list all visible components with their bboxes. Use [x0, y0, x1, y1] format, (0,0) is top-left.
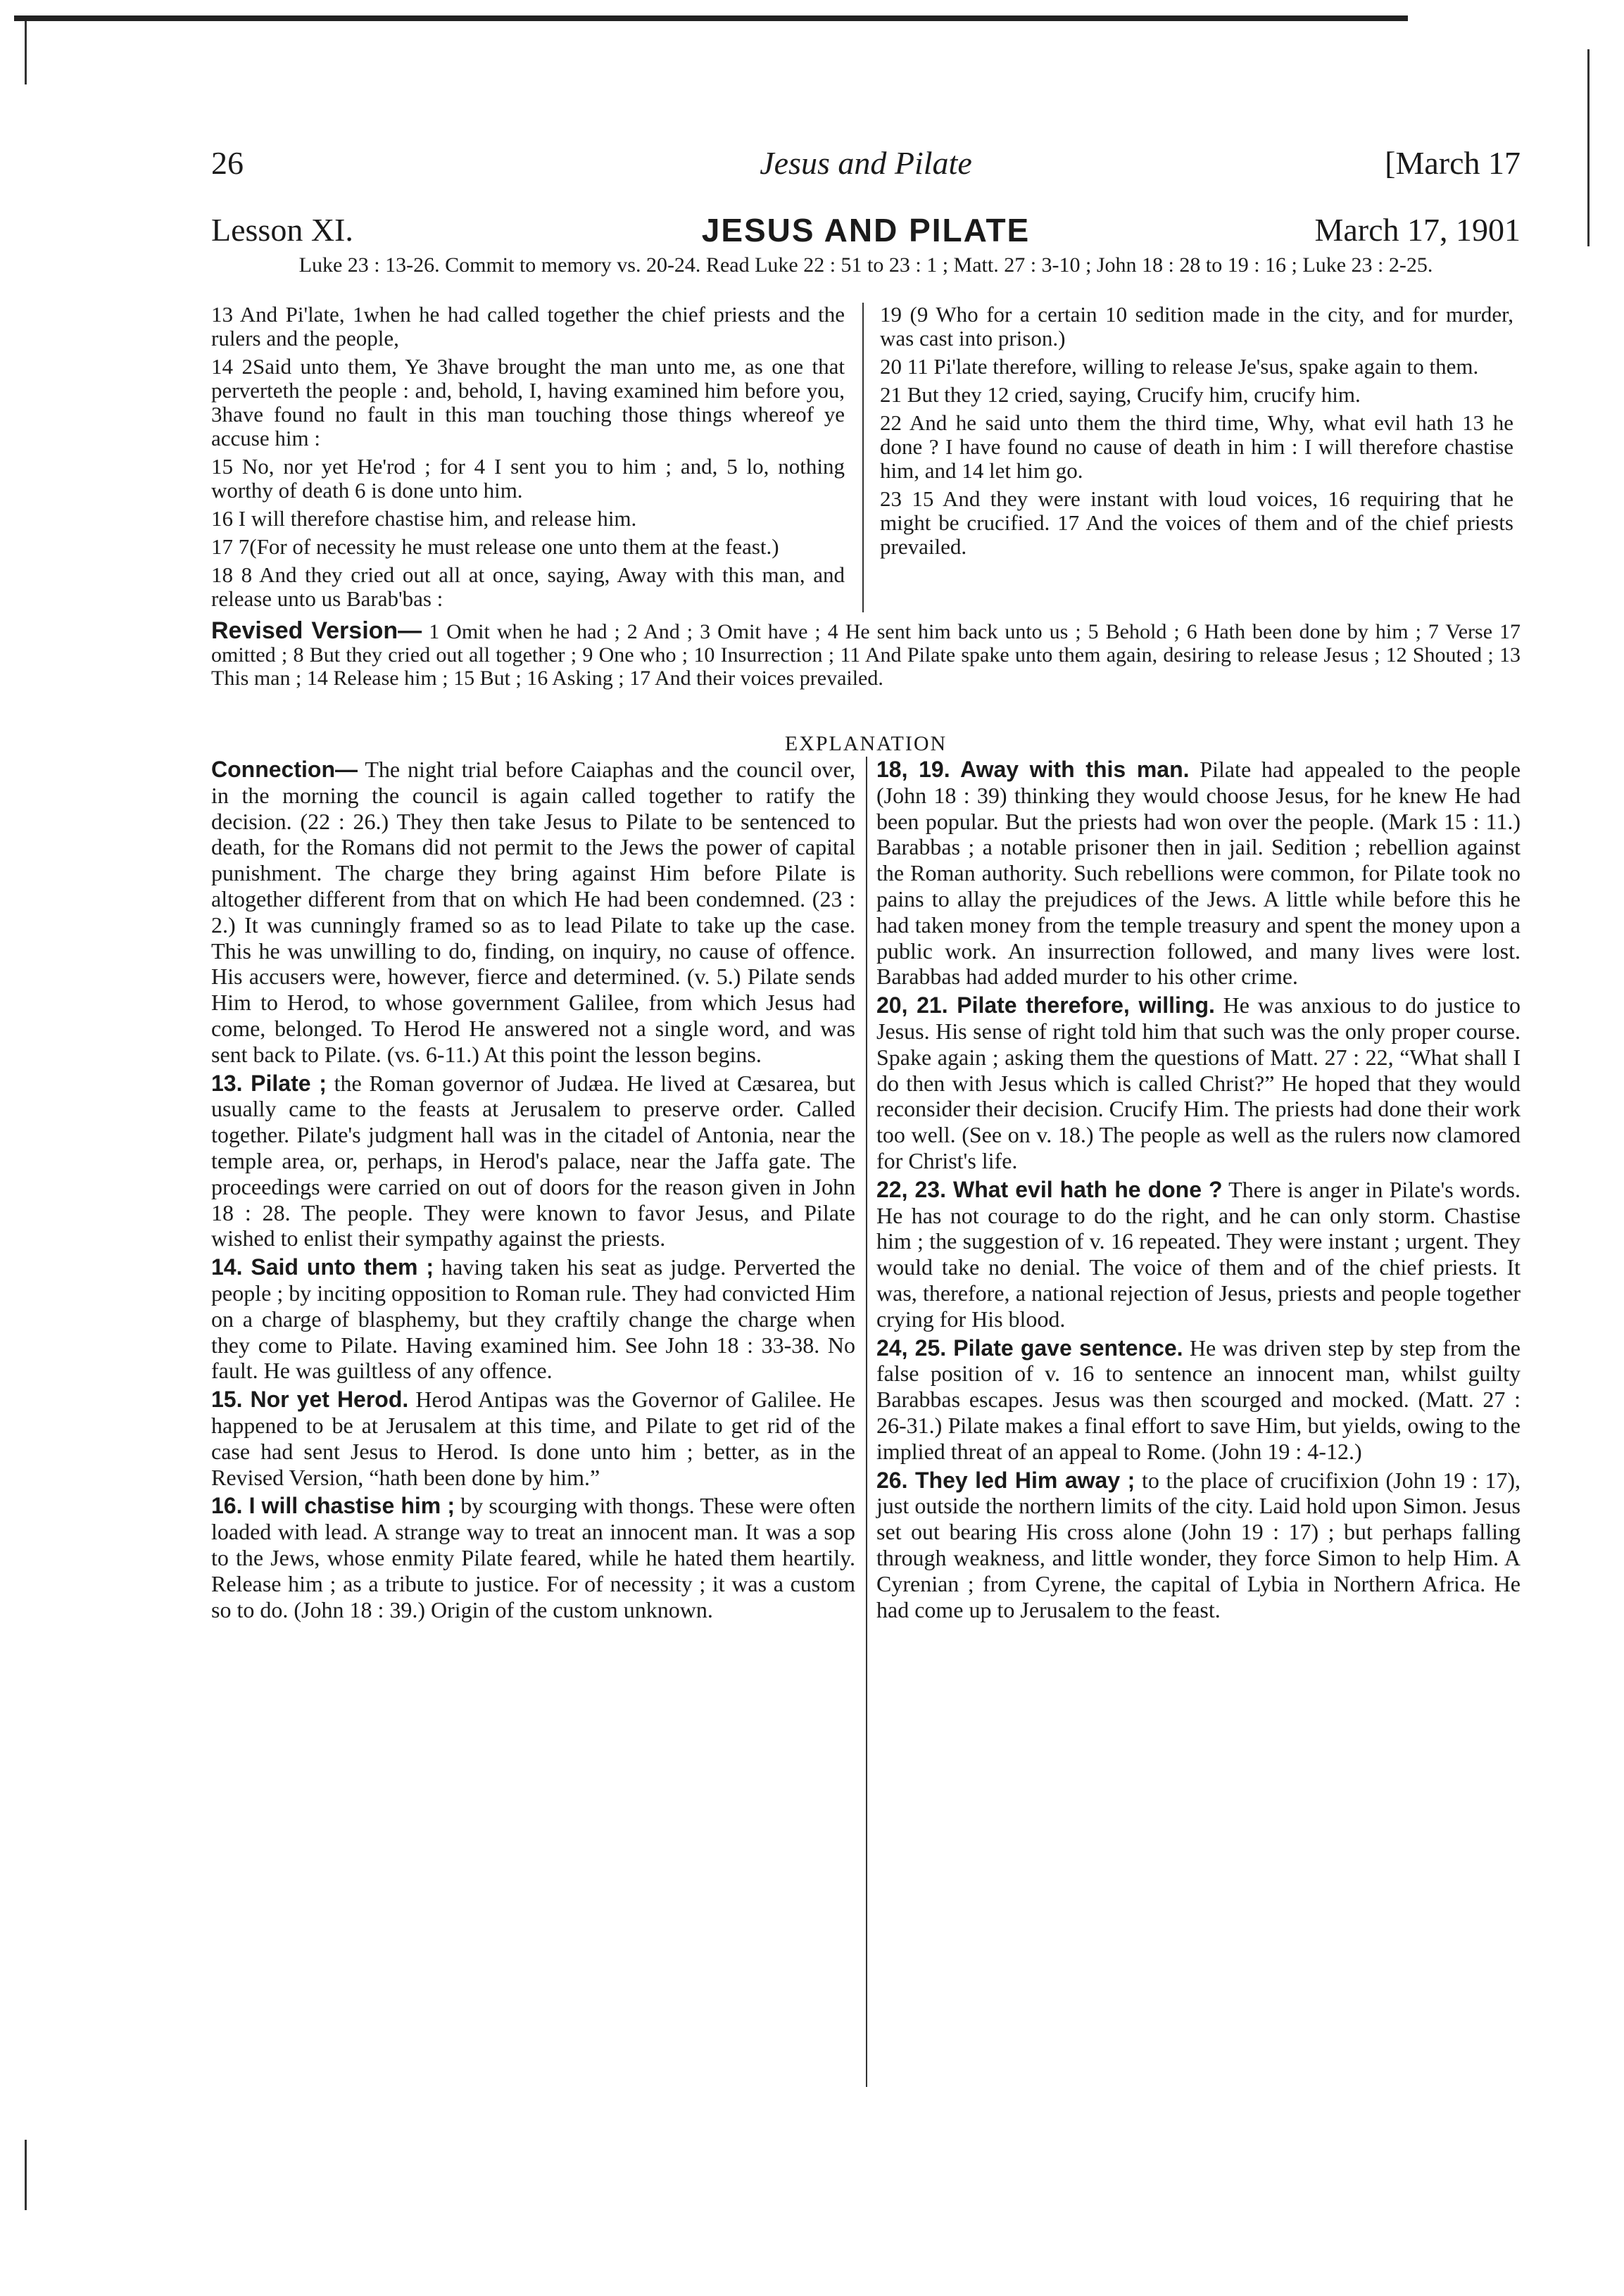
explanation-paragraph	[876, 1468, 1521, 1623]
scripture-verse: 18 8 And they cried out all at once, saying, Away with this man, and release unto us Barab'bas :	[211, 562, 845, 611]
running-header	[211, 144, 1521, 194]
paragraph-text: having taken his seat as judge. Perverted the people ; by inciting opposition to Roman rule. They had convicted Him on a charge of blasphemy, but they craftily change the charge when they come to Pilate. Having examined him. See John 18 : 33-38. No fault. He was guiltless of any offence.	[211, 1254, 856, 1384]
lesson-date: March 17, 1901	[1314, 212, 1521, 248]
explanation-paragraph	[876, 1335, 1521, 1465]
page-number: 26	[211, 145, 244, 181]
lesson-title-line	[211, 211, 1521, 253]
column-divider	[862, 303, 864, 612]
scripture-left-column	[211, 303, 845, 615]
paragraph-text: by scourging with thongs. These were often loaded with lead. A strange way to treat an innocent man. It was a sop to the Jews, whose enmity Pilate feared, while he hated them heartily. Release him ; as a tribute to justice. For of necessity ; it was a custom so to do. (John 18 : 39.) Origin of the custom unknown.	[211, 1493, 856, 1622]
paragraph-keyword: 22, 23. What evil hath he done ?	[876, 1176, 1223, 1202]
paragraph-text: Herod Antipas was the Governor of Galilee. He happened to be at Jerusalem at this time, and Pilate to get rid of the case had sent Jesus to Herod. Is done unto him ; better, as in the Revised Version, “hath been done by him.”	[211, 1387, 855, 1490]
paragraph-keyword: 14. Said unto them ;	[211, 1254, 434, 1280]
paragraph-text: The night trial before Caiaphas and the council over, in the morning the council is again called together to ratify the decision. (22 : 26.) They then take Jesus to Pilate to be sentenced to death, for the Romans did not permit to the Jews the power of capital punishment. The charge they bring against Him before Pilate is altogether different from that on which He had been condemned. (23 : 2.) It was cunningly framed so as to lead Pilate to take up the case. This he was unwilling to do, finding, on inquiry, no cause of offence. His accusers were, however, fierce and determined. (v. 5.) Pilate sends Him to Herod, to whose government Galilee, from which Jesus had come, belonged. To Herod He answered not a single word, and was sent back to Pilate. (vs. 6-11.) At this point the lesson begins.	[211, 757, 856, 1067]
explanation-paragraph	[211, 1071, 855, 1252]
revised-version-text: 1 Omit when he had ; 2 And ; 3 Omit have ; 4 He sent him back unto us ; 5 Behold ; 6 Hath been done by him ; 7 Verse 17 omitted ; 8 But they cried out all together ; 9 One who ; 10 Insurrection ; 11 And Pilate spake unto them again, desiring to release Jesus ; 12 Shouted ; 13 This man ; 14 Release him ; 15 But ; 16 Asking ; 17 And their voices prevailed.	[211, 620, 1521, 690]
explanation-paragraph	[876, 757, 1521, 990]
lesson-number: Lesson XI.	[211, 212, 353, 248]
scripture-right-column	[880, 303, 1513, 563]
explanation-right-column	[876, 757, 1521, 1625]
scripture-verse: 13 And Pi'late, 1when he had called together the chief priests and the rulers and the people,	[211, 302, 845, 351]
explanation-left-column	[211, 757, 855, 1625]
explanation-paragraph	[211, 1387, 855, 1490]
lesson-reading: Luke 23 : 13-26. Commit to memory vs. 20-24. Read Luke 22 : 51 to 23 : 1 ; Matt. 27 : 3-10 ; John 18 : 28 to 19 : 16 ; Luke 23 : 2-25.	[298, 253, 1433, 277]
paragraph-keyword: 24, 25. Pilate gave sentence.	[876, 1335, 1183, 1361]
explanation-paragraph	[211, 1493, 855, 1622]
margin-mark	[1587, 49, 1590, 246]
column-divider	[866, 757, 867, 2087]
explanation-paragraph	[876, 1177, 1521, 1332]
explanation-paragraph	[211, 1254, 855, 1384]
scripture-verse: 17 7(For of necessity he must release one unto them at the feast.)	[211, 534, 779, 559]
paragraph-keyword: 15. Nor yet Herod.	[211, 1387, 409, 1413]
paragraph-text: He was anxious to do justice to Jesus. His sense of right told him that such was the only proper course. Spake again ; asking them the questions of Matt. 27 : 22, “What shall I do then with Jesus which is called Christ?” He hoped that they would reconsider their decision. Crucify Him. The priests had done their work too well. (See on v. 18.) The people as well as the rulers now clamored for Christ's life.	[876, 992, 1521, 1173]
explanation-paragraph	[211, 757, 855, 1068]
scripture-verse: 21 But they 12 cried, saying, Crucify him, crucify him.	[880, 382, 1361, 407]
scripture-verse: 19 (9 Who for a certain 10 sedition made in the city, and for murder, was cast into prison.)	[880, 302, 1513, 351]
paragraph-keyword: Connection—	[211, 757, 358, 782]
scripture-verse: 14 2Said unto them, Ye 3have brought the man unto me, as one that perverteth the people : and, behold, I, having examined him before you, 3have found no fault in this man touching those things whereof ye accuse him :	[211, 354, 845, 450]
lesson-title: JESUS AND PILATE	[701, 212, 1031, 248]
paragraph-text: He was driven step by step from the false position of v. 16 to sentence an innocent man, whilst guilty Barabbas escapes. Jesus was then scourged and mocked. (Matt. 27 : 26-31.) Pilate makes a final effort to save Him, but yields, owing to the implied threat of an appeal to Rome. (John 19 : 4-12.)	[876, 1335, 1521, 1464]
revised-version-notes	[211, 619, 1521, 690]
scripture-verse: 22 And he said unto them the third time, Why, what evil hath 13 he done ? I have found no cause of death in him : I will therefore chastise him, and 14 let him go.	[880, 410, 1513, 483]
revised-version-label: Revised Version—	[211, 617, 422, 644]
header-date: [March 17	[1385, 145, 1521, 181]
scripture-verse: 20 11 Pi'late therefore, willing to release Je'sus, spake again to them.	[880, 354, 1479, 379]
paragraph-keyword: 16. I will chastise him ;	[211, 1493, 455, 1519]
paragraph-text: There is anger in Pilate's words. He has not courage to do the right, and he can only storm. Chastise him ; the suggestion of v. 16 repeated. They were instant ; urgent. They would take no denial. The voice of them and of the chief priests. It was, therefore, a national rejection of Jesus, priests and people together crying for His blood.	[876, 1176, 1521, 1332]
top-border-rule	[14, 15, 1408, 21]
explanation-heading: EXPLANATION	[784, 732, 948, 755]
scripture-verse: 16 I will therefore chastise him, and release him.	[211, 506, 637, 531]
paragraph-keyword: 18, 19. Away with this man.	[876, 757, 1190, 782]
margin-mark	[25, 21, 27, 84]
paragraph-keyword: 20, 21. Pilate therefore, willing.	[876, 992, 1215, 1018]
paragraph-text: Pilate had appealed to the people (John 18 : 39) thinking they would choose Jesus, for he knew He had been popular. But the priests had won over the people. (Mark 15 : 11.) Barabbas ; a notable prisoner then in jail. Sedition ; rebellion against the Roman authority. Such rebellions were common, for Pilate took no pains to allay the prejudices of the Jews. A little while before this he had taken money from the temple treasury and spent the money upon a public work. An insurrection followed, and many lives were lost. Barabbas had added murder to his other crime.	[876, 757, 1521, 990]
paragraph-keyword: 13. Pilate ;	[211, 1070, 327, 1096]
scripture-verse: 23 15 And they were instant with loud voices, 16 requiring that he might be crucified. 17 And the voices of them and of the chief priests prevailed.	[880, 486, 1513, 559]
scripture-verse: 15 No, nor yet He'rod ; for 4 I sent you to him ; and, 5 lo, nothing worthy of death 6 is done unto him.	[211, 454, 845, 503]
paragraph-text: the Roman governor of Judæa. He lived at Cæsarea, but usually came to the feasts at Jerusalem to preserve order. Called together. Pilate's judgment hall was in the citadel of Antonia, near the temple area, or, perhaps, in Herod's palace, near the Jaffa gate. The proceedings were carried on out of doors for the reason given in John 18 : 28. The people. They were known to favor Jesus, and Pilate wished to enlist their sympathy against the priests.	[211, 1070, 856, 1251]
running-title: Jesus and Pilate	[760, 145, 972, 181]
explanation-paragraph	[876, 992, 1521, 1174]
paragraph-keyword: 26. They led Him away ;	[876, 1467, 1135, 1493]
paragraph-text: to the place of crucifixion (John 19 : 17), just outside the northern limits of the city. Laid hold upon Simon. Jesus set out bearing His cross alone (John 19 : 17) ; but perhaps falling through weakness, and little wonder, they force Simon to help Him. A Cyrenian ; from Cyrene, the capital of Lybia in Northern Africa. He had come up to Jerusalem to the feast.	[876, 1467, 1521, 1622]
margin-mark	[25, 2140, 27, 2210]
